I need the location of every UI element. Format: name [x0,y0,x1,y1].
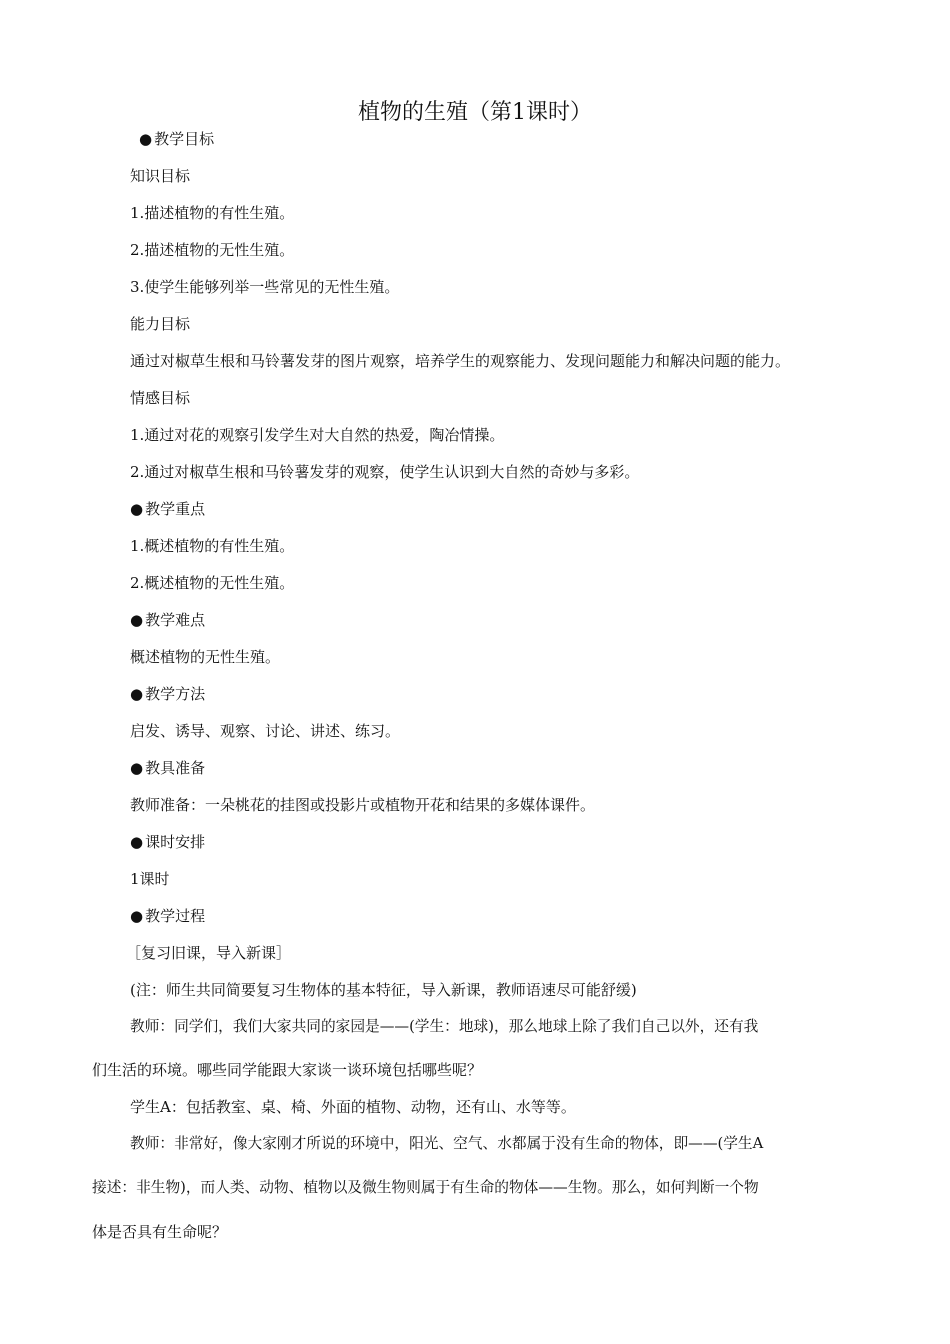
dialogue-student-a: 学生A：包括教室、桌、椅、外面的植物、动物，还有山、水等等。 [130,1098,576,1116]
subheading-knowledge: 知识目标 [130,167,191,185]
dialogue-teacher-1-line-2: 们生活的环境。哪些同学能跟大家谈一谈环境包括哪些呢？ [92,1061,483,1079]
teaching-note: (注：师生共同简要复习生物体的基本特征，导入新课，教师语速尽可能舒缓) [130,981,637,999]
emotion-item-1: 1.通过对花的观察引发学生对大自然的热爱，陶冶情操。 [130,426,505,444]
review-heading: ［复习旧课，导入新课］ [126,944,292,962]
bullet-icon: ● [130,759,144,777]
dialogue-teacher-2-line-1: 教师：非常好，像大家刚才所说的环境中，阳光、空气、水都属于没有生命的物体，即——(学生A [130,1135,764,1152]
section-heading-method: ● 教学方法 [130,685,206,703]
difficulty-text: 概述植物的无性生殖。 [130,648,281,666]
schedule-text: 1课时 [130,870,170,888]
subheading-ability: 能力目标 [130,315,191,333]
emotion-item-2: 2.通过对椒草生根和马铃薯发芽的观察，使学生认识到大自然的奇妙与多彩。 [130,463,640,481]
dialogue-teacher-1-line-1: 教师：同学们，我们大家共同的家园是——(学生：地球)，那么地球上除了我们自己以外，还有我 [130,1018,759,1035]
method-text: 启发、诱导、观察、讨论、讲述、练习。 [130,722,401,740]
bullet-icon: ● [130,907,144,925]
knowledge-item-2: 2.描述植物的无性生殖。 [130,241,295,259]
section-heading-process: ● 教学过程 [130,907,206,925]
section-heading-difficulty: ● 教学难点 [130,611,206,629]
dialogue-teacher-2-line-3: 体是否具有生命呢？ [92,1223,228,1241]
page-title: 植物的生殖（第1课时） [358,100,592,125]
dialogue-teacher-2-line-2: 接述：非生物)，而人类、动物、植物以及微生物则属于有生命的物体——生物。那么，如何判断一个物 [92,1179,759,1196]
section-heading-tools: ● 教具准备 [130,759,206,777]
tools-text: 教师准备：一朵桃花的挂图或投影片或植物开花和结果的多媒体课件。 [130,796,596,814]
key-item-1: 1.概述植物的有性生殖。 [130,537,295,555]
section-heading-key: ● 教学重点 [130,500,206,518]
bullet-icon: ● [130,833,144,851]
key-item-2: 2.概述植物的无性生殖。 [130,574,295,592]
bullet-icon: ● [130,500,144,518]
section-heading-schedule: ● 课时安排 [130,833,206,851]
ability-text: 通过对椒草生根和马铃薯发芽的图片观察，培养学生的观察能力、发现问题能力和解决问题的能力。 [130,352,791,370]
knowledge-item-1: 1.描述植物的有性生殖。 [130,204,295,222]
bullet-icon: ● [139,130,153,148]
bullet-icon: ● [130,611,144,629]
bullet-icon: ● [130,685,144,703]
knowledge-item-3: 3.使学生能够列举一些常见的无性生殖。 [130,278,400,296]
section-heading-objectives: ● 教学目标 [139,130,215,148]
subheading-emotion: 情感目标 [130,389,191,407]
